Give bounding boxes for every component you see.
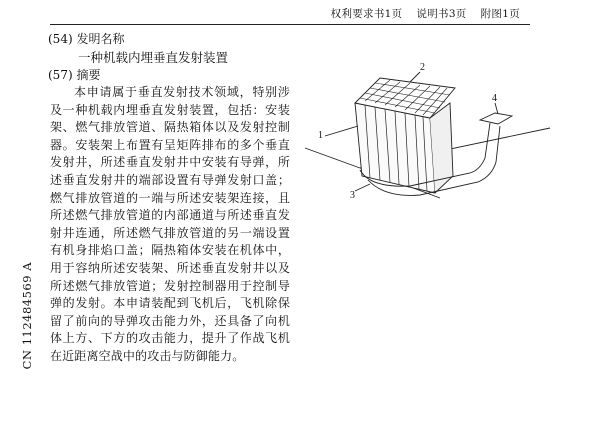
figure-label-4: 4 (492, 93, 497, 104)
figure-label-3: 3 (350, 190, 355, 201)
invention-title: 一种机载内埋垂直发射装置 (78, 50, 229, 65)
patent-figure (300, 58, 590, 203)
figure-label-1: 1 (318, 130, 323, 141)
header-claims-pages: 权利要求书1页 (330, 8, 403, 20)
header-drawings-pages: 附图1页 (480, 8, 520, 20)
exhaust-cover (480, 113, 512, 124)
abstract-heading: (57) 摘要 (48, 68, 101, 82)
page-header (331, 6, 520, 21)
header-description-pages: 说明书3页 (416, 8, 467, 20)
figure-label-2: 2 (420, 62, 425, 73)
publication-number: CN 112484569 A (20, 262, 34, 370)
header-divider (50, 24, 530, 25)
invention-title-heading: (54) 发明名称 (48, 32, 125, 46)
abstract-text: 本申请属于垂直发射技术领域，特别涉及一种机载内埋垂直发射装置，包括：安装架、燃气排放管道、隔热箱体以及发射控制器。安装架上布置有呈矩阵排布的多个垂直发射井，所述垂直发射井中安装有导弹，所述垂直发射井的端部设置有导弹发射口盖；燃气排放管道的一端与所述安装架连接，且所述燃气排放管道的内部通道与所述垂直发射井连通，所述燃气排放管道的另一端设置有机身排焰口盖；隔热箱体安装在机体中，用于容纳所述安装架、所述垂直发射井以及所述燃气排放管道；发射控制器用于控制导弹的发射。本申请装配到飞机后，飞机除保留了前向的导弹攻击能力外，还具备了向机体上方、下方的攻击能力，提升了作战飞机在近距离空战中的攻击与防御能力。 (50, 85, 290, 363)
